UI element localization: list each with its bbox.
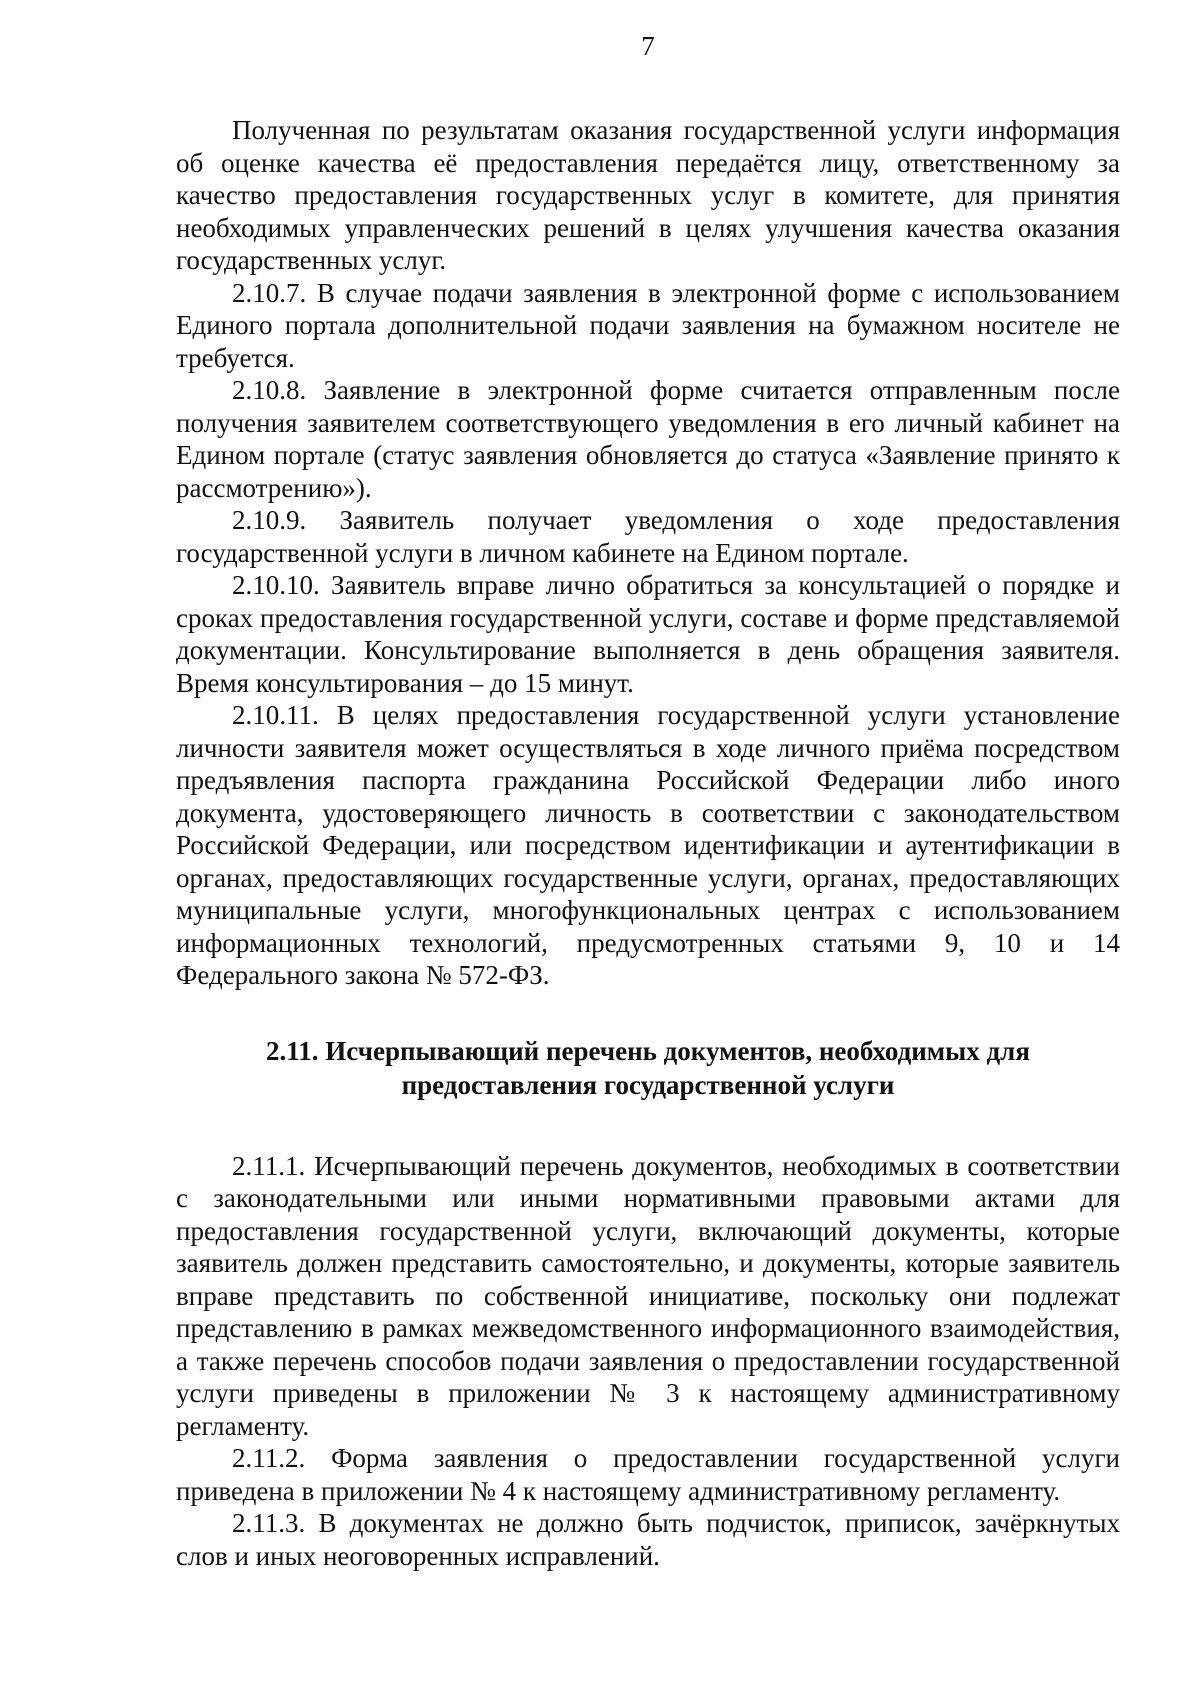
document-page xyxy=(176,28,1120,1572)
paragraph-2-11-2: 2.11.2. Форма заявления о предоставлении государственной услуги приведена в приложении № 4 к настоящему административному регламенту. xyxy=(176,1443,1120,1506)
paragraph-2-10-11: 2.10.11. В целях предоставления государственной услуги установление личности заявителя может осуществляться в ходе личного приёма посредством предъявления паспорта гражданина Российской Федерации либо иного документа, удостоверяющего личность в соответствии с законодательством Российской Федерации, или посредством идентификации и аутентификации в органах, предоставляющих государственные услуги, органах, предоставляющих муниципальные услуги, многофункциональных центрах с использованием информационных технологий, предусмотренных статьями 9, 10 и 14 Федерального закона № 572-ФЗ. xyxy=(176,700,1120,990)
page-number: 7 xyxy=(641,31,655,61)
paragraph-2-11-1: 2.11.1. Исчерпывающий перечень документов, необходимых в соответствии с законодательными или иными нормативными правовыми актами для предоставления государственной услуги, включающий документы, которые заявитель должен представить самостоятельно, и документы, которые заявитель вправе представить по собственной инициативе, поскольку они подлежат представлению в рамках межведомственного информационного взаимодействия, а также перечень способов подачи заявления о предоставлении государственной услуги приведены в приложении № 3 к настоящему административному регламенту. xyxy=(176,1150,1120,1441)
paragraph-2-10-10: 2.10.10. Заявитель вправе лично обратиться за консультацией о порядке и сроках предоставления государственной услуги, составе и форме представляемой документации. Консультирование выполняется в день обращения заявителя. Время консультирования – до 15 минут. xyxy=(176,570,1120,698)
paragraph-2-10-9: 2.10.9. Заявитель получает уведомления о ходе предоставления государственной услуги в личном кабинете на Едином портале. xyxy=(176,505,1120,568)
paragraph-quality-info: Полученная по результатам оказания государственной услуги информация об оценке качества её предоставления передаётся лицу, ответственному за качество предоставления государственных услуг в комитете, для принятия необходимых управленческих решений в целях улучшения качества оказания государственных услуг. xyxy=(176,115,1120,275)
paragraph-2-11-3: 2.11.3. В документах не должно быть подчисток, приписок, зачёркнутых слов и иных неоговоренных исправлений. xyxy=(176,1508,1120,1571)
paragraph-2-10-8: 2.10.8. Заявление в электронной форме считается отправленным после получения заявителем соответствующего уведомления в его личный кабинет на Едином портале (статус заявления обновляется до статуса «Заявление принято к рассмотрению»). xyxy=(176,375,1120,503)
paragraph-2-10-7: 2.10.7. В случае подачи заявления в электронной форме с использованием Единого портала дополнительной подачи заявления на бумажном носителе не требуется. xyxy=(176,277,1120,373)
section-heading-2-11: 2.11. Исчерпывающий перечень документов, необходимых для предоставления государственной услуги xyxy=(266,1035,1030,1100)
